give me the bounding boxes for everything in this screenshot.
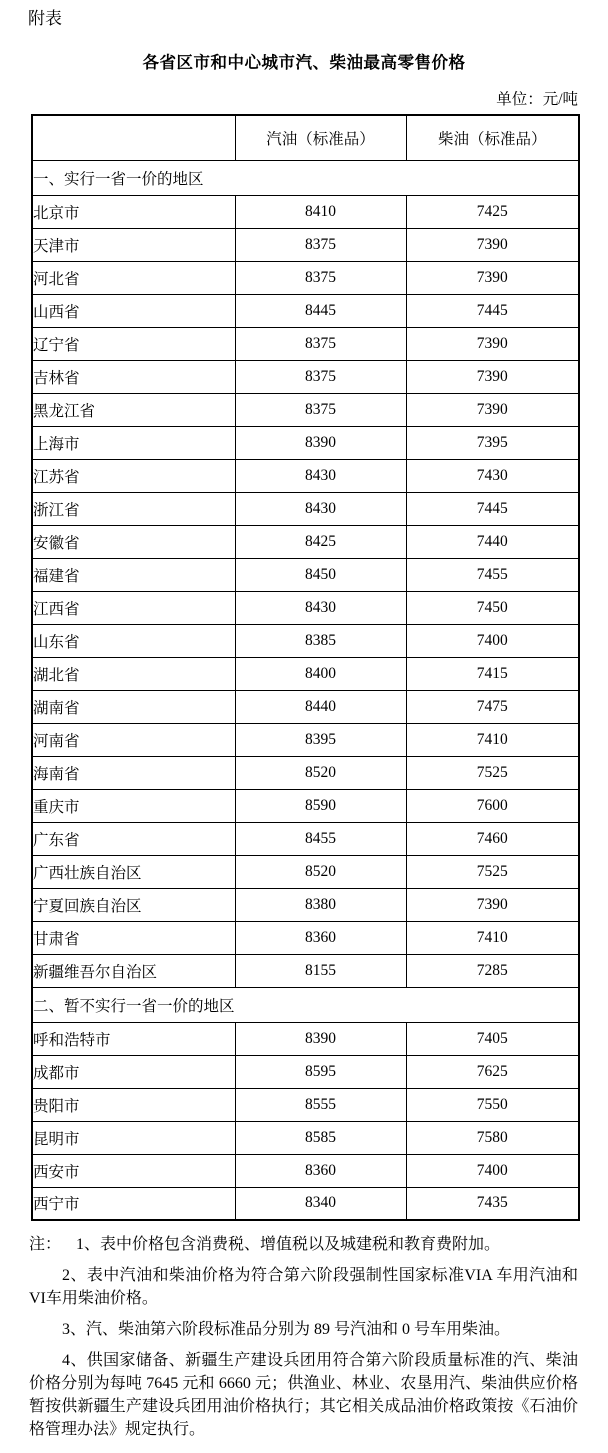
table-row <box>32 1088 579 1121</box>
diesel-price-cell: 7390 <box>406 360 579 393</box>
region-cell: 天津市 <box>32 228 235 261</box>
table-row <box>32 228 579 261</box>
gasoline-column-header: 汽油（标准品） <box>235 115 406 160</box>
table-row <box>32 822 579 855</box>
diesel-price-cell: 7410 <box>406 723 579 756</box>
page-title: 各省区市和中心城市汽、柴油最高零售价格 <box>142 53 466 72</box>
diesel-price-cell: 7395 <box>406 426 579 459</box>
diesel-price-cell: 7400 <box>406 1154 579 1187</box>
table-row <box>32 1121 579 1154</box>
diesel-price-cell: 7390 <box>406 393 579 426</box>
diesel-price-cell: 7445 <box>406 294 579 327</box>
gasoline-price-cell: 8590 <box>235 789 406 822</box>
section-header-row <box>32 160 579 195</box>
gasoline-price-cell: 8340 <box>235 1187 406 1220</box>
gasoline-price-cell: 8445 <box>235 294 406 327</box>
table-row <box>32 558 579 591</box>
gasoline-price-cell: 8455 <box>235 822 406 855</box>
diesel-price-cell: 7580 <box>406 1121 579 1154</box>
gasoline-price-cell: 8585 <box>235 1121 406 1154</box>
table-header-row <box>32 115 579 160</box>
gasoline-price-cell: 8375 <box>235 360 406 393</box>
table-row <box>32 624 579 657</box>
notes-label: 注： <box>29 1236 62 1253</box>
diesel-price-cell: 7405 <box>406 1022 579 1055</box>
region-cell: 成都市 <box>32 1055 235 1088</box>
gasoline-price-cell: 8520 <box>235 855 406 888</box>
gasoline-price-cell: 8400 <box>235 657 406 690</box>
diesel-price-cell: 7460 <box>406 822 579 855</box>
note-3: 3、汽、柴油第六阶段标准品分别为 89 号汽油和 0 号车用柴油。 <box>62 1321 511 1338</box>
region-cell: 湖北省 <box>32 657 235 690</box>
diesel-price-cell: 7435 <box>406 1187 579 1220</box>
region-cell: 新疆维吾尔自治区 <box>32 954 235 987</box>
diesel-column-header: 柴油（标准品） <box>406 115 579 160</box>
gasoline-price-cell: 8450 <box>235 558 406 591</box>
region-cell: 上海市 <box>32 426 235 459</box>
note-1-text: 1、表中价格包含消费税、增值税以及城建税和教育费附加。 <box>76 1236 501 1253</box>
diesel-price-cell: 7440 <box>406 525 579 558</box>
diesel-price-cell: 7415 <box>406 657 579 690</box>
diesel-price-cell: 7410 <box>406 921 579 954</box>
table-row <box>32 591 579 624</box>
region-cell: 西宁市 <box>32 1187 235 1220</box>
table-row <box>32 1187 579 1220</box>
diesel-price-cell: 7390 <box>406 327 579 360</box>
diesel-price-cell: 7455 <box>406 558 579 591</box>
table-row <box>32 888 579 921</box>
region-cell: 山西省 <box>32 294 235 327</box>
gasoline-price-cell: 8440 <box>235 690 406 723</box>
table-row <box>32 360 579 393</box>
region-cell: 甘肃省 <box>32 921 235 954</box>
notes-block <box>29 1233 578 1441</box>
diesel-price-cell: 7600 <box>406 789 579 822</box>
diesel-price-cell: 7445 <box>406 492 579 525</box>
gasoline-price-cell: 8395 <box>235 723 406 756</box>
table-row <box>32 261 579 294</box>
gasoline-price-cell: 8410 <box>235 195 406 228</box>
note-4: 4、供国家储备、新疆生产建设兵团用符合第六阶段质量标准的汽、柴油价格分别为每吨 7645 元和 6660 元；供渔业、林业、农垦用汽、柴油供应价格暂按供新疆生产建设兵团用油价格执行；其它相关成品油价格政策按《石油价格管理办法》规定执行。 <box>29 1352 578 1438</box>
section-header-cell: 一、实行一省一价的地区 <box>32 160 579 195</box>
region-cell: 北京市 <box>32 195 235 228</box>
gasoline-price-cell: 8390 <box>235 1022 406 1055</box>
gasoline-price-cell: 8360 <box>235 921 406 954</box>
region-cell: 福建省 <box>32 558 235 591</box>
gasoline-price-cell: 8360 <box>235 1154 406 1187</box>
region-cell: 广东省 <box>32 822 235 855</box>
gasoline-price-cell: 8375 <box>235 228 406 261</box>
diesel-price-cell: 7625 <box>406 1055 579 1088</box>
diesel-price-cell: 7390 <box>406 228 579 261</box>
table-row <box>32 327 579 360</box>
price-table-body <box>32 160 579 1220</box>
table-row <box>32 954 579 987</box>
unit-label: 单位：元/吨 <box>496 91 578 108</box>
gasoline-price-cell: 8430 <box>235 591 406 624</box>
region-cell: 广西壮族自治区 <box>32 855 235 888</box>
gasoline-price-cell: 8430 <box>235 492 406 525</box>
table-row <box>32 195 579 228</box>
gasoline-price-cell: 8430 <box>235 459 406 492</box>
gasoline-price-cell: 8390 <box>235 426 406 459</box>
gasoline-price-cell: 8380 <box>235 888 406 921</box>
gasoline-price-cell: 8425 <box>235 525 406 558</box>
annex-label: 附表 <box>28 9 62 28</box>
note-1 <box>29 1233 578 1256</box>
region-cell: 呼和浩特市 <box>32 1022 235 1055</box>
price-table <box>31 114 580 1221</box>
table-row <box>32 525 579 558</box>
table-row <box>32 657 579 690</box>
region-cell: 江西省 <box>32 591 235 624</box>
gasoline-price-cell: 8375 <box>235 261 406 294</box>
diesel-price-cell: 7285 <box>406 954 579 987</box>
region-cell: 江苏省 <box>32 459 235 492</box>
table-row <box>32 426 579 459</box>
table-row <box>32 1154 579 1187</box>
region-cell: 黑龙江省 <box>32 393 235 426</box>
diesel-price-cell: 7430 <box>406 459 579 492</box>
section-header-cell: 二、暂不实行一省一价的地区 <box>32 987 579 1022</box>
diesel-price-cell: 7425 <box>406 195 579 228</box>
table-row <box>32 492 579 525</box>
region-cell: 宁夏回族自治区 <box>32 888 235 921</box>
region-cell: 浙江省 <box>32 492 235 525</box>
table-row <box>32 1022 579 1055</box>
table-row <box>32 855 579 888</box>
diesel-price-cell: 7525 <box>406 756 579 789</box>
note-2: 2、表中汽油和柴油价格为符合第六阶段强制性国家标准VIA 车用汽油和VI车用柴油价格。 <box>29 1267 578 1307</box>
region-cell: 重庆市 <box>32 789 235 822</box>
region-cell: 吉林省 <box>32 360 235 393</box>
diesel-price-cell: 7450 <box>406 591 579 624</box>
region-cell: 西安市 <box>32 1154 235 1187</box>
gasoline-price-cell: 8555 <box>235 1088 406 1121</box>
region-cell: 辽宁省 <box>32 327 235 360</box>
table-row <box>32 690 579 723</box>
table-row <box>32 1055 579 1088</box>
region-cell: 河北省 <box>32 261 235 294</box>
diesel-price-cell: 7550 <box>406 1088 579 1121</box>
region-cell: 安徽省 <box>32 525 235 558</box>
table-row <box>32 393 579 426</box>
diesel-price-cell: 7400 <box>406 624 579 657</box>
gasoline-price-cell: 8595 <box>235 1055 406 1088</box>
gasoline-price-cell: 8385 <box>235 624 406 657</box>
region-cell: 昆明市 <box>32 1121 235 1154</box>
diesel-price-cell: 7525 <box>406 855 579 888</box>
region-cell: 湖南省 <box>32 690 235 723</box>
region-cell: 贵阳市 <box>32 1088 235 1121</box>
region-cell: 海南省 <box>32 756 235 789</box>
table-row <box>32 789 579 822</box>
region-cell: 河南省 <box>32 723 235 756</box>
table-row <box>32 921 579 954</box>
region-cell: 山东省 <box>32 624 235 657</box>
gasoline-price-cell: 8375 <box>235 393 406 426</box>
table-row <box>32 459 579 492</box>
section-header-row <box>32 987 579 1022</box>
table-row <box>32 756 579 789</box>
table-row <box>32 723 579 756</box>
gasoline-price-cell: 8375 <box>235 327 406 360</box>
table-row <box>32 294 579 327</box>
diesel-price-cell: 7390 <box>406 261 579 294</box>
diesel-price-cell: 7390 <box>406 888 579 921</box>
gasoline-price-cell: 8520 <box>235 756 406 789</box>
corner-cell <box>32 115 235 160</box>
gasoline-price-cell: 8155 <box>235 954 406 987</box>
diesel-price-cell: 7475 <box>406 690 579 723</box>
